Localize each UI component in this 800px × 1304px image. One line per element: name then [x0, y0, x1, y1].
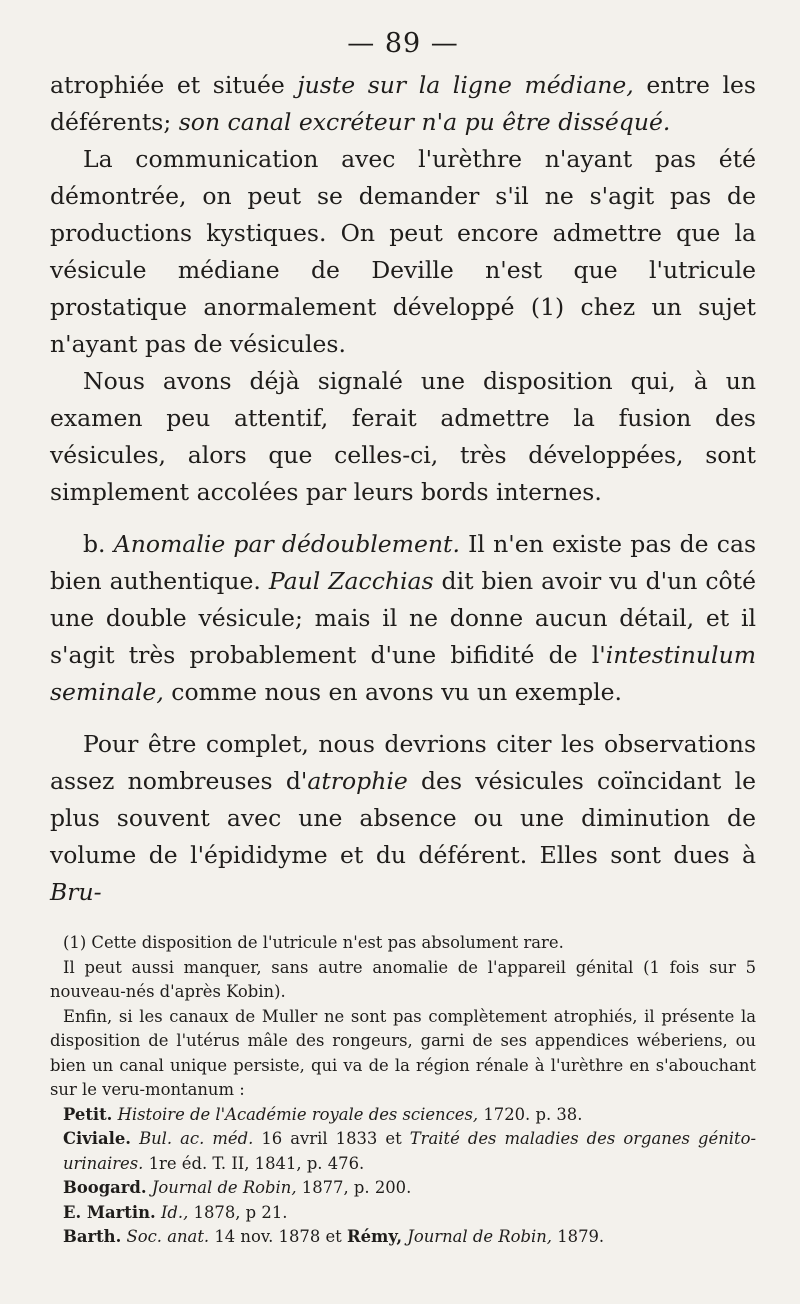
- reference-barth: [50, 1225, 756, 1250]
- text-run: entre les déférents;: [50, 71, 756, 136]
- text-run: [131, 1129, 139, 1148]
- footnote-1: (1) Cette disposition de l'utricule n'est pas absolument rare.: [63, 933, 564, 952]
- reference-title: Histoire de l'Académie royale des sciences,: [117, 1104, 479, 1124]
- text-run: 1879.: [552, 1227, 605, 1246]
- author-name: Paul Zacchias: [268, 567, 434, 595]
- reference-author: Barth.: [63, 1227, 122, 1246]
- paragraph-4: [50, 526, 756, 711]
- reference-boogard: [50, 1176, 756, 1201]
- paragraph-2: La communication avec l'urèthre n'ayant pas été démontrée, on peut se demander s'il ne s'agit pas de productions kystiques. On peut encore admettre que la vésicule médiane de Deville n'est que l'utricule prostatique anormalement développé (1) chez un sujet n'ayant pas de vésicules.: [50, 145, 756, 358]
- footnote-3: Enfin, si les canaux de Muller ne sont pas complètement atrophiés, il présente la disposition de l'utérus mâle des rongeurs, garni de ses appendices wéberiens, ou bien un canal unique persiste, qui va de la région rénale à l'urèthre en s'abouchant sur le veru-montanum :: [50, 1006, 756, 1099]
- reference-author: Civiale.: [63, 1129, 132, 1148]
- text-run: Il n'en existe pas de cas bien authentique.: [50, 530, 757, 595]
- text-run: b.: [83, 530, 114, 558]
- reference-civiale: [50, 1127, 756, 1176]
- text-run: Pour être complet, nous devrions citer les observations assez nombreuses d': [50, 730, 756, 795]
- footnotes: [50, 931, 756, 1250]
- page: [50, 28, 756, 1250]
- text-run: 16 avril 1833 et: [253, 1129, 410, 1148]
- reference-title: Id.,: [160, 1202, 189, 1222]
- italic-run: atrophie: [307, 767, 408, 795]
- paragraph-3: Nous avons déjà signalé une disposition qui, à un examen peu attentif, ferait admettre la fusion des vésicules, alors que celles-ci, très développées, sont simplement accolées par leurs bords internes.: [50, 367, 756, 506]
- section-heading: Anomalie par dédoublement.: [113, 530, 460, 558]
- main-text: [50, 67, 756, 911]
- reference-petit: [50, 1103, 756, 1128]
- footnote-2: Il peut aussi manquer, sans autre anomalie de l'appareil génital (1 fois sur 5 nouveau-nés d'après Kobin).: [50, 957, 756, 1001]
- text-run: 1re éd. T. II, 1841, p. 476.: [143, 1153, 365, 1173]
- reference-martin: [50, 1201, 756, 1226]
- reference-title: Traité des maladies des organes génito-urinaires.: [63, 1129, 756, 1173]
- reference-title: Journal de Robin,: [407, 1227, 552, 1246]
- reference-author: E. Martin.: [63, 1202, 156, 1222]
- text-run: 1720. p. 38.: [478, 1104, 583, 1124]
- text-run: 1877, p. 200.: [296, 1178, 412, 1197]
- italic-run: son canal excréteur n'a pu être disséqué.: [178, 108, 671, 136]
- text-run: atrophiée et située: [50, 71, 298, 99]
- text-run: dit bien avoir vu d'un côté une double vésicule; mais il ne donne aucun détail, et il s'agit très probablement d'une bifidité de l': [50, 567, 756, 669]
- reference-author: Rémy,: [346, 1227, 403, 1246]
- reference-title: Soc. anat.: [126, 1227, 210, 1246]
- text-run: 14 nov. 1878 et: [209, 1227, 347, 1246]
- reference-title: Journal de Robin,: [151, 1178, 297, 1197]
- italic-run: Bru-: [50, 878, 102, 906]
- reference-author: Boogard.: [63, 1178, 147, 1197]
- text-run: 1878, p 21.: [188, 1202, 288, 1222]
- text-run: des vésicules coïncidant le plus souvent avec une absence ou une diminution de volume de l'épididyme et du déférent. Elles sont dues à: [50, 767, 756, 869]
- italic-run: intestinulum seminale,: [50, 641, 756, 706]
- page-number: — 89 —: [347, 28, 459, 59]
- italic-run: juste sur la ligne médiane,: [297, 71, 634, 99]
- paragraph-1: [50, 67, 756, 141]
- text-run: comme nous en avons vu un exemple.: [163, 678, 623, 706]
- reference-title: Bul. ac. méd.: [139, 1129, 254, 1148]
- reference-author: Petit.: [63, 1104, 113, 1124]
- paragraph-5: [50, 726, 756, 911]
